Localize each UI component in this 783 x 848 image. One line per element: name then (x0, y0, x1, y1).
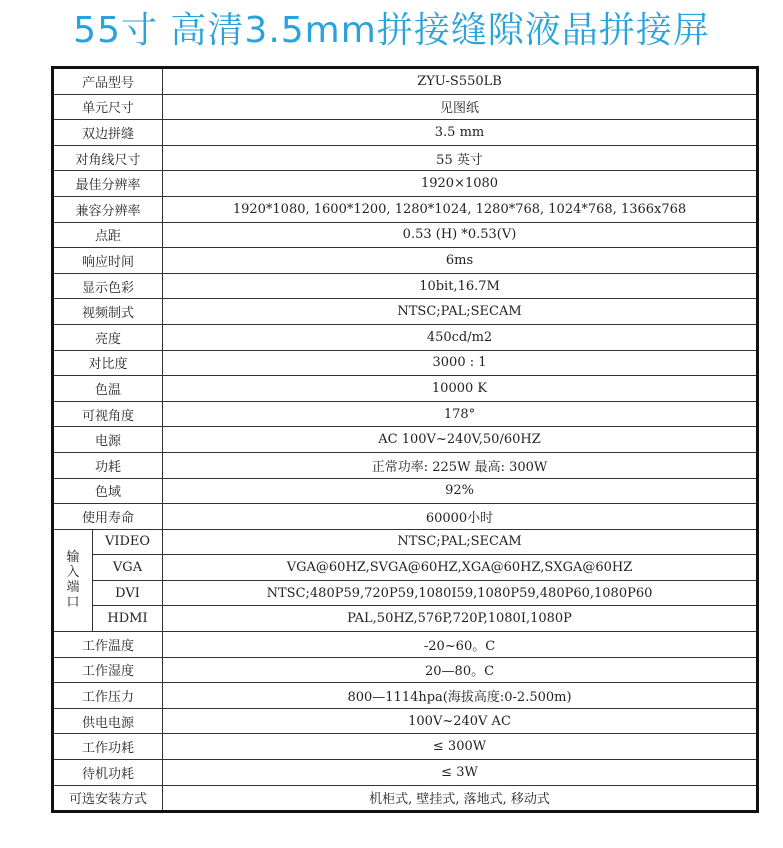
table-row (53, 273, 758, 299)
spec-value: 3.5 mm (163, 120, 758, 146)
spec-value: -20~60。C (163, 632, 758, 658)
table-row (53, 94, 758, 120)
table-row (53, 734, 758, 760)
table-row (53, 555, 758, 581)
spec-value: 6ms (163, 248, 758, 274)
table-row (53, 350, 758, 376)
table-row (53, 529, 758, 555)
spec-label: 响应时间 (53, 248, 163, 274)
spec-value: 92% (163, 478, 758, 504)
spec-value: 100V~240V AC (163, 708, 758, 734)
table-row (53, 427, 758, 453)
spec-value: 20—80。C (163, 657, 758, 683)
spec-label: 使用寿命 (53, 504, 163, 530)
port-label: HDMI (93, 606, 163, 632)
group-label-char: 口 (66, 595, 80, 611)
spec-value: 178° (163, 401, 758, 427)
spec-value: 800—1114hpa(海拔高度:0-2.500m) (163, 683, 758, 709)
spec-value: 1920*1080, 1600*1200, 1280*1024, 1280*768, 1024*768, 1366x768 (163, 196, 758, 222)
spec-label: 可选安装方式 (53, 785, 163, 812)
table-row (53, 632, 758, 658)
page-title: 55寸 高清3.5mm拼接缝隙液晶拼接屏 (73, 10, 710, 51)
spec-value: 3000 : 1 (163, 350, 758, 376)
port-value: NTSC;480P59,720P59,1080I59,1080P59,480P60,1080P60 (163, 580, 758, 606)
spec-label: 工作功耗 (53, 734, 163, 760)
table-row (53, 376, 758, 402)
group-label-char: 输 (66, 550, 80, 566)
spec-value: 1920×1080 (163, 171, 758, 197)
spec-table (51, 66, 759, 813)
spec-value: 10bit,16.7M (163, 273, 758, 299)
spec-label: 产品型号 (53, 68, 163, 95)
spec-label: 显示色彩 (53, 273, 163, 299)
spec-label: 工作压力 (53, 683, 163, 709)
table-row (53, 708, 758, 734)
spec-value: ≤ 3W (163, 760, 758, 786)
spec-label: 最佳分辨率 (53, 171, 163, 197)
spec-label: 双边拼缝 (53, 120, 163, 146)
spec-value: ZYU-S550LB (163, 68, 758, 95)
spec-label: 对角线尺寸 (53, 145, 163, 171)
spec-label: 单元尺寸 (53, 94, 163, 120)
table-row (53, 478, 758, 504)
spec-value: ≤ 300W (163, 734, 758, 760)
port-value: VGA@60HZ,SVGA@60HZ,XGA@60HZ,SXGA@60HZ (163, 555, 758, 581)
group-label-char: 入 (66, 565, 80, 581)
table-row (53, 760, 758, 786)
port-value: NTSC;PAL;SECAM (163, 529, 758, 555)
spec-label: 工作湿度 (53, 657, 163, 683)
spec-label: 兼容分辨率 (53, 196, 163, 222)
spec-label: 功耗 (53, 452, 163, 478)
spec-value: 0.53 (H) *0.53(V) (163, 222, 758, 248)
spec-value: AC 100V~240V,50/60HZ (163, 427, 758, 453)
spec-label: 对比度 (53, 350, 163, 376)
spec-label: 供电电源 (53, 708, 163, 734)
table-row (53, 145, 758, 171)
table-row (53, 580, 758, 606)
spec-value: 55 英寸 (163, 145, 758, 171)
port-label: DVI (93, 580, 163, 606)
table-row (53, 248, 758, 274)
table-row (53, 120, 758, 146)
spec-label: 视频制式 (53, 299, 163, 325)
port-label: VGA (93, 555, 163, 581)
table-row (53, 606, 758, 632)
spec-label: 待机功耗 (53, 760, 163, 786)
table-row (53, 196, 758, 222)
spec-value: 450cd/m2 (163, 324, 758, 350)
group-label-char: 端 (66, 580, 80, 596)
spec-label: 色域 (53, 478, 163, 504)
spec-label: 点距 (53, 222, 163, 248)
spec-label: 工作温度 (53, 632, 163, 658)
table-row (53, 171, 758, 197)
spec-value: 见图纸 (163, 94, 758, 120)
table-row (53, 785, 758, 812)
port-value: PAL,50HZ,576P,720P,1080I,1080P (163, 606, 758, 632)
table-row (53, 657, 758, 683)
table-row (53, 324, 758, 350)
port-label: VIDEO (93, 529, 163, 555)
spec-value: 正常功率: 225W 最高: 300W (163, 452, 758, 478)
table-row (53, 504, 758, 530)
table-row (53, 299, 758, 325)
spec-value: 60000小时 (163, 504, 758, 530)
table-row (53, 452, 758, 478)
table-row (53, 222, 758, 248)
spec-value: 10000 K (163, 376, 758, 402)
spec-label: 电源 (53, 427, 163, 453)
spec-value: 机柜式, 壁挂式, 落地式, 移动式 (163, 785, 758, 812)
spec-label: 亮度 (53, 324, 163, 350)
spec-value: NTSC;PAL;SECAM (163, 299, 758, 325)
spec-label: 色温 (53, 376, 163, 402)
table-row (53, 401, 758, 427)
spec-label: 可视角度 (53, 401, 163, 427)
table-row (53, 683, 758, 709)
input-ports-group-label (53, 529, 93, 631)
table-row (53, 68, 758, 95)
